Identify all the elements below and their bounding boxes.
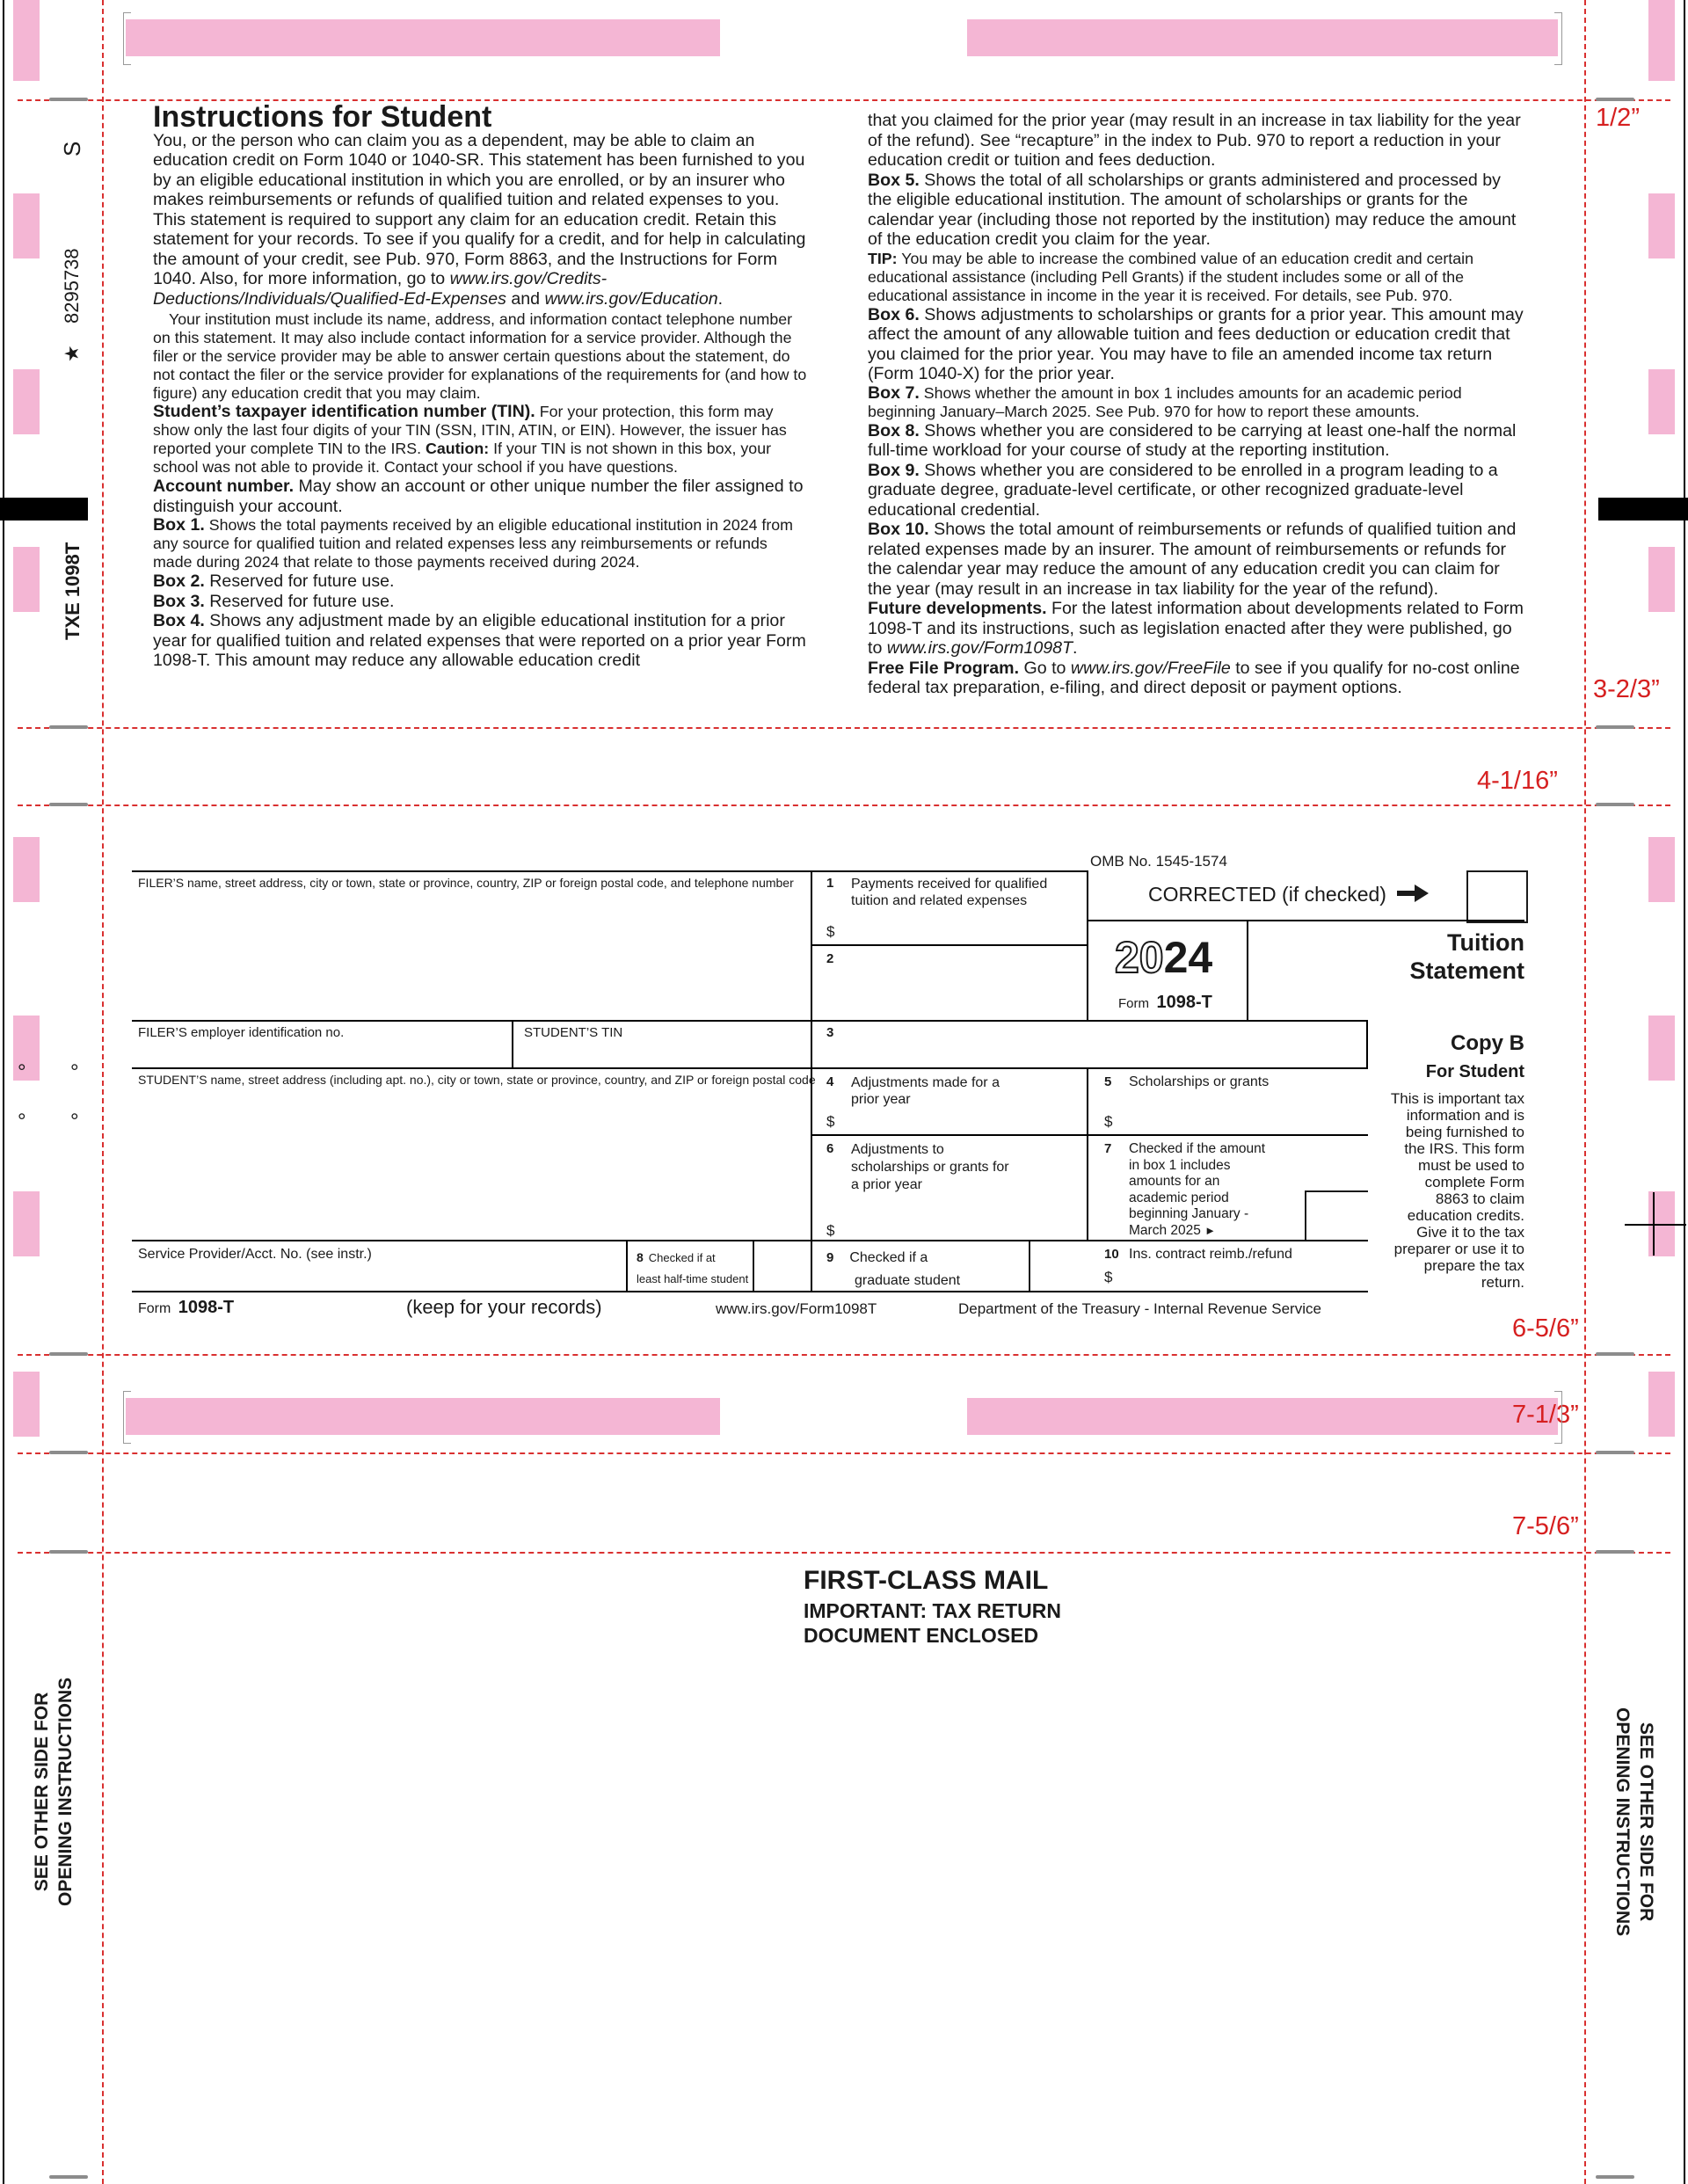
form-rule — [132, 1291, 1368, 1292]
omb-number: OMB No. 1545-1574 — [1090, 853, 1227, 870]
box5-dollar: $ — [1104, 1113, 1113, 1130]
arrow-right-icon — [1397, 884, 1429, 907]
future-developments-paragraph: Future developments. For the latest information about developments related to Form 1098-T and its instructions, such as legislation enacted after they were published, go to www.irs.gov/Form1098T. — [868, 599, 1524, 658]
box6-amount-field[interactable] — [840, 1220, 1081, 1238]
corner-bracket — [123, 1391, 131, 1444]
link-freefile[interactable]: www.irs.gov/FreeFile — [1070, 658, 1231, 678]
circle-mark: ° — [70, 1060, 79, 1084]
box5-label: Scholarships or grants — [1129, 1074, 1270, 1089]
opening-line1-right: SEE OTHER SIDE FOR — [1636, 1722, 1656, 1922]
pink-bar — [126, 1398, 720, 1435]
form-title-line2: Statement — [1409, 957, 1524, 984]
box7-number: 7 — [1104, 1141, 1112, 1156]
box7-paragraph: Box 7. Shows whether the amount in box 1 includes amounts for an academic period beginning January–March 2025. See Pub. 970 for how to report these amounts. — [868, 382, 1462, 420]
mail-important: IMPORTANT: TAX RETURN — [804, 1599, 1062, 1622]
copy-b-notice: This is important tax information and is being furnished to the IRS. This form must be used to complete Form 8863 to claim education credits. Give it to the tax preparer or use it to prepare the tax return. — [1390, 1090, 1524, 1291]
opening-instructions-left — [30, 1678, 77, 1906]
filer-ein-field[interactable] — [132, 1043, 510, 1067]
box8-number: 8 — [637, 1250, 644, 1264]
form-rule — [1087, 1067, 1088, 1240]
opening-line1-left: SEE OTHER SIDE FOR — [32, 1692, 52, 1892]
free-file-paragraph: Free File Program. Go to www.irs.gov/FreeFile to see if you qualify for no-cost online federal tax preparation, e-filing, and direct deposit or payment options. — [868, 658, 1520, 697]
box6-number: 6 — [826, 1141, 834, 1156]
filer-address-label: FILER’S name, street address, city or town, state or province, country, ZIP or foreign postal code, and telephone number — [138, 876, 794, 890]
box2-number: 2 — [826, 951, 834, 966]
box8-label — [637, 1247, 760, 1290]
form-rule — [132, 1067, 1368, 1069]
service-provider-field[interactable] — [132, 1264, 624, 1289]
box9-text-line1: Checked if a — [849, 1250, 928, 1265]
form-url[interactable]: www.irs.gov/Form1098T — [716, 1300, 877, 1317]
footer-form-name: 1098-T — [178, 1298, 235, 1317]
box9-text-line2: graduate student — [855, 1273, 961, 1288]
cut-line-horizontal — [18, 1452, 1670, 1454]
department-label: Department of the Treasury - Internal Revenue Service — [958, 1300, 1321, 1317]
corrected-checkbox[interactable] — [1466, 870, 1528, 923]
tin-paragraph: Student’s taxpayer identification number (TIN). For your protection, this form may show only the last four digits of your TIN (SSN, ITIN, ATIN, or EIN). However, the issuer has reported your complete TIN to the IRS. Caution: If your TIN is not shown in this box, your school was not able to provide it. Contact your school if you have questions. — [153, 402, 787, 476]
box1-amount-field[interactable] — [840, 923, 1081, 943]
box4-number: 4 — [826, 1074, 834, 1089]
cut-line-horizontal — [18, 1354, 1670, 1356]
box5-paragraph: Box 5. Shows the total of all scholarships or grants administered and processed by the eligible educational institution. The amount of scholarships or grants for the calendar year (including those not reported by the institution) may reduce the amount of the education credit you claim for the year. — [868, 170, 1517, 249]
pink-strip — [1648, 1372, 1675, 1437]
corner-bracket — [1554, 1391, 1562, 1444]
filer-address-field[interactable] — [132, 897, 809, 1020]
box7-text: Checked if the amount in box 1 includes amounts for an academic period beginning January - March 2025 — [1129, 1141, 1266, 1238]
opening-line2-left: OPENING INSTRUCTIONS — [55, 1677, 76, 1906]
box5-amount-field[interactable] — [1117, 1111, 1363, 1132]
box4-dollar: $ — [826, 1113, 835, 1130]
instructions-intro: You, or the person who can claim you as a dependent, may be able to claim an education credit on Form 1040 or 1040-SR. This statement has been furnished to you by an eligible educational institution in which you are enrolled, or by an insurer who makes reimbursements or refunds of qualified tuition and related expenses to you. This statement is required to support any claim for an education credit. Retain this statement for your records. To see if you qualify for a credit, and for help in calculating the amount of your credit, see Pub. 970, Form 8863, and the Instructions for Form 1040. Also, for more information, go to www.irs.gov/Credits-Deductions/Individuals/Qualified-Ed-Expenses and www.irs.gov/Education. — [153, 130, 806, 309]
student-tin-field[interactable] — [515, 1043, 805, 1067]
circle-mark: ° — [18, 1060, 26, 1084]
box3-paragraph: Box 3. Reserved for future use. — [153, 591, 395, 611]
measurement-label: 7-1/3” — [1512, 1401, 1579, 1429]
box4-label: Adjustments made for a prior year — [851, 1075, 1000, 1107]
box7-checkbox[interactable] — [1305, 1190, 1368, 1241]
form-id: TXE 1098T — [62, 542, 84, 640]
mail-enclosed: DOCUMENT ENCLOSED — [804, 1624, 1039, 1647]
tick-mark — [49, 1550, 88, 1554]
opening-line2-right: OPENING INSTRUCTIONS — [1612, 1707, 1633, 1937]
star-icon: ★ — [61, 345, 83, 362]
measurement-label: 4-1/16” — [1477, 767, 1558, 795]
cut-line-horizontal — [18, 1552, 1670, 1554]
account-paragraph: Account number. May show an account or other unique number the filer assigned to distinguish your account. — [153, 477, 804, 516]
form-number-box — [1118, 993, 1212, 1013]
measurement-label: 1/2” — [1596, 104, 1640, 132]
form-rule — [811, 1134, 1368, 1136]
box1-number: 1 — [826, 876, 834, 891]
form-rule — [132, 870, 1087, 872]
keep-records-note: (keep for your records) — [406, 1296, 602, 1318]
box6-paragraph: Box 6. Shows adjustments to scholarships or grants for a prior year. This amount may affect the amount of any allowable tuition and fees deduction or education credit that you claimed for the prior year. You may have to file an amended income tax return (Form 1040-X) for the prior year. — [868, 304, 1524, 383]
form-rule — [811, 944, 1087, 946]
student-tin-label: STUDENT’S TIN — [524, 1025, 623, 1040]
link-qualified-ed-expenses[interactable]: www.irs.gov/Credits-Deductions/Individuals/Qualified-Ed-Expenses — [153, 269, 608, 309]
tip-paragraph: TIP: You may be able to increase the combined value of an education credit and certain educational assistance (including Pell Grants) if the student includes some or all of the educational assistance in income in the year it is received. For details, see Pub. 970. — [868, 249, 1473, 304]
form-code: 8295738 — [61, 248, 83, 324]
side-letter: S — [59, 141, 85, 157]
tick-mark — [49, 1451, 88, 1454]
box4-amount-field[interactable] — [840, 1111, 1081, 1132]
form-rule — [512, 1020, 513, 1069]
service-provider-label: Service Provider/Acct. No. (see instr.) — [138, 1247, 372, 1262]
mail-notice — [804, 1563, 1061, 1648]
box3-number: 3 — [826, 1025, 834, 1040]
box4-continued: that you claimed for the prior year (may result in an increase in tax liability for the year of the refund). See “recapture” in the index to Pub. 970 to report a reduction in your education credit or tuition and fees deduction. — [868, 111, 1521, 170]
copy-b-panel — [1368, 1029, 1524, 1291]
pink-strip — [13, 1372, 40, 1437]
tax-year-prefix: 20 — [1115, 933, 1164, 982]
box10-paragraph: Box 10. Shows the total amount of reimbursements or refunds of qualified tuition and related expenses made by an insurer. The amount of reimbursements or refunds for the calendar year may reduce the amount of any education credit you can claim for the year (may result in an increase in tax liability for the year of the refund). — [868, 520, 1517, 599]
circle-mark: ° — [18, 1110, 26, 1133]
filer-ein-label: FILER’S employer identification no. — [138, 1025, 345, 1040]
arrow-right-small-icon: ► — [1204, 1223, 1217, 1237]
box8-text-line2: least half-time student — [637, 1272, 749, 1285]
opening-instructions-right — [1611, 1707, 1658, 1936]
box9-number: 9 — [826, 1250, 834, 1265]
student-address-field[interactable] — [132, 1094, 809, 1239]
box10-number: 10 — [1104, 1247, 1119, 1262]
circle-mark: ° — [70, 1110, 79, 1133]
form-title — [1319, 928, 1524, 985]
box2-paragraph: Box 2. Reserved for future use. — [153, 571, 395, 591]
box8-paragraph: Box 8. Shows whether you are considered to be carrying at least one-half the normal full-time workload for your course of study at the reporting institution. — [868, 420, 1517, 460]
tick-mark — [1596, 1451, 1634, 1454]
form-word: Form — [1118, 996, 1149, 1011]
box7-label — [1129, 1141, 1270, 1239]
for-student-label: For Student — [1425, 1062, 1524, 1081]
link-education[interactable]: www.irs.gov/Education — [544, 288, 718, 309]
tax-year-suffix: 24 — [1163, 933, 1213, 982]
instructions-title: Instructions for Student — [153, 100, 492, 134]
tick-mark — [1596, 1550, 1634, 1554]
box9-paragraph: Box 9. Shows whether you are considered to be enrolled in a program leading to a graduate degree, graduate-level certificate, or other recognized graduate-level educational credential. — [868, 460, 1498, 520]
pink-bar — [967, 1398, 1558, 1435]
corrected-label — [1148, 883, 1429, 907]
form-title-line1: Tuition — [1447, 929, 1524, 956]
box9-checkbox[interactable] — [1029, 1241, 1087, 1291]
box4-paragraph: Box 4. Shows any adjustment made by an eligible educational institution for a prior year for qualified tuition and related expenses that were reported on a prior year Form 1098-T. This amount may reduce any allowable education credit — [153, 611, 806, 670]
tick-mark — [49, 2175, 88, 2179]
student-address-label: STUDENT’S name, street address (including apt. no.), city or town, state or province, country, and ZIP or foreign postal code — [138, 1073, 816, 1087]
box10-amount-field[interactable] — [1117, 1267, 1363, 1286]
mail-title: FIRST-CLASS MAIL — [804, 1566, 1049, 1595]
box1-dollar: $ — [826, 923, 835, 940]
box6-label: Adjustments to scholarships or grants for a prior year — [851, 1142, 1009, 1192]
form-rule — [626, 1240, 628, 1291]
form-rule — [132, 1020, 1368, 1022]
tax-year — [1115, 932, 1212, 983]
box5-number: 5 — [1104, 1074, 1112, 1089]
box9-label — [826, 1247, 1020, 1292]
form-footer-name — [138, 1298, 234, 1318]
link-form1098t[interactable]: www.irs.gov/Form1098T — [886, 638, 1073, 658]
box10-dollar: $ — [1104, 1269, 1113, 1285]
box6-dollar: $ — [826, 1222, 835, 1239]
copy-b-title: Copy B — [1451, 1031, 1524, 1055]
box10-label: Ins. contract reimb./refund — [1129, 1247, 1292, 1262]
form-rule — [132, 1240, 1368, 1241]
form-rule — [1087, 920, 1524, 921]
measurement-label: 6-5/6” — [1512, 1314, 1579, 1343]
form-rule — [1087, 870, 1088, 1020]
tick-mark — [1596, 2175, 1634, 2179]
form-name: 1098-T — [1156, 993, 1212, 1012]
box1-label: Payments received for qualified tuition and related expenses — [851, 877, 1048, 908]
footer-form-word: Form — [138, 1301, 171, 1316]
box8-text-line1: Checked if at — [648, 1251, 716, 1264]
corrected-text: CORRECTED (if checked) — [1148, 883, 1386, 906]
box1-paragraph: Box 1. Shows the total payments received by an eligible educational institution in 2024 from any source for qualified tuition and related expenses less any reimbursements or refunds made during 2024 that relate to those payments received during 2024. — [153, 515, 793, 571]
measurement-label: 3-2/3” — [1593, 675, 1660, 703]
box8-checkbox[interactable] — [753, 1241, 811, 1291]
institution-paragraph: Your institution must include its name, address, and information contact telephone number on this statement. It may also include contact information for a service provider. Although the filer or the service provider may be able to answer certain questions about the statement, do not contact the filer or the service provider for explanations of the requirements for (and how to figure) any education credit that you may claim. — [153, 310, 807, 402]
measurement-label: 7-5/6” — [1512, 1512, 1579, 1540]
form-rule — [1247, 920, 1248, 1020]
